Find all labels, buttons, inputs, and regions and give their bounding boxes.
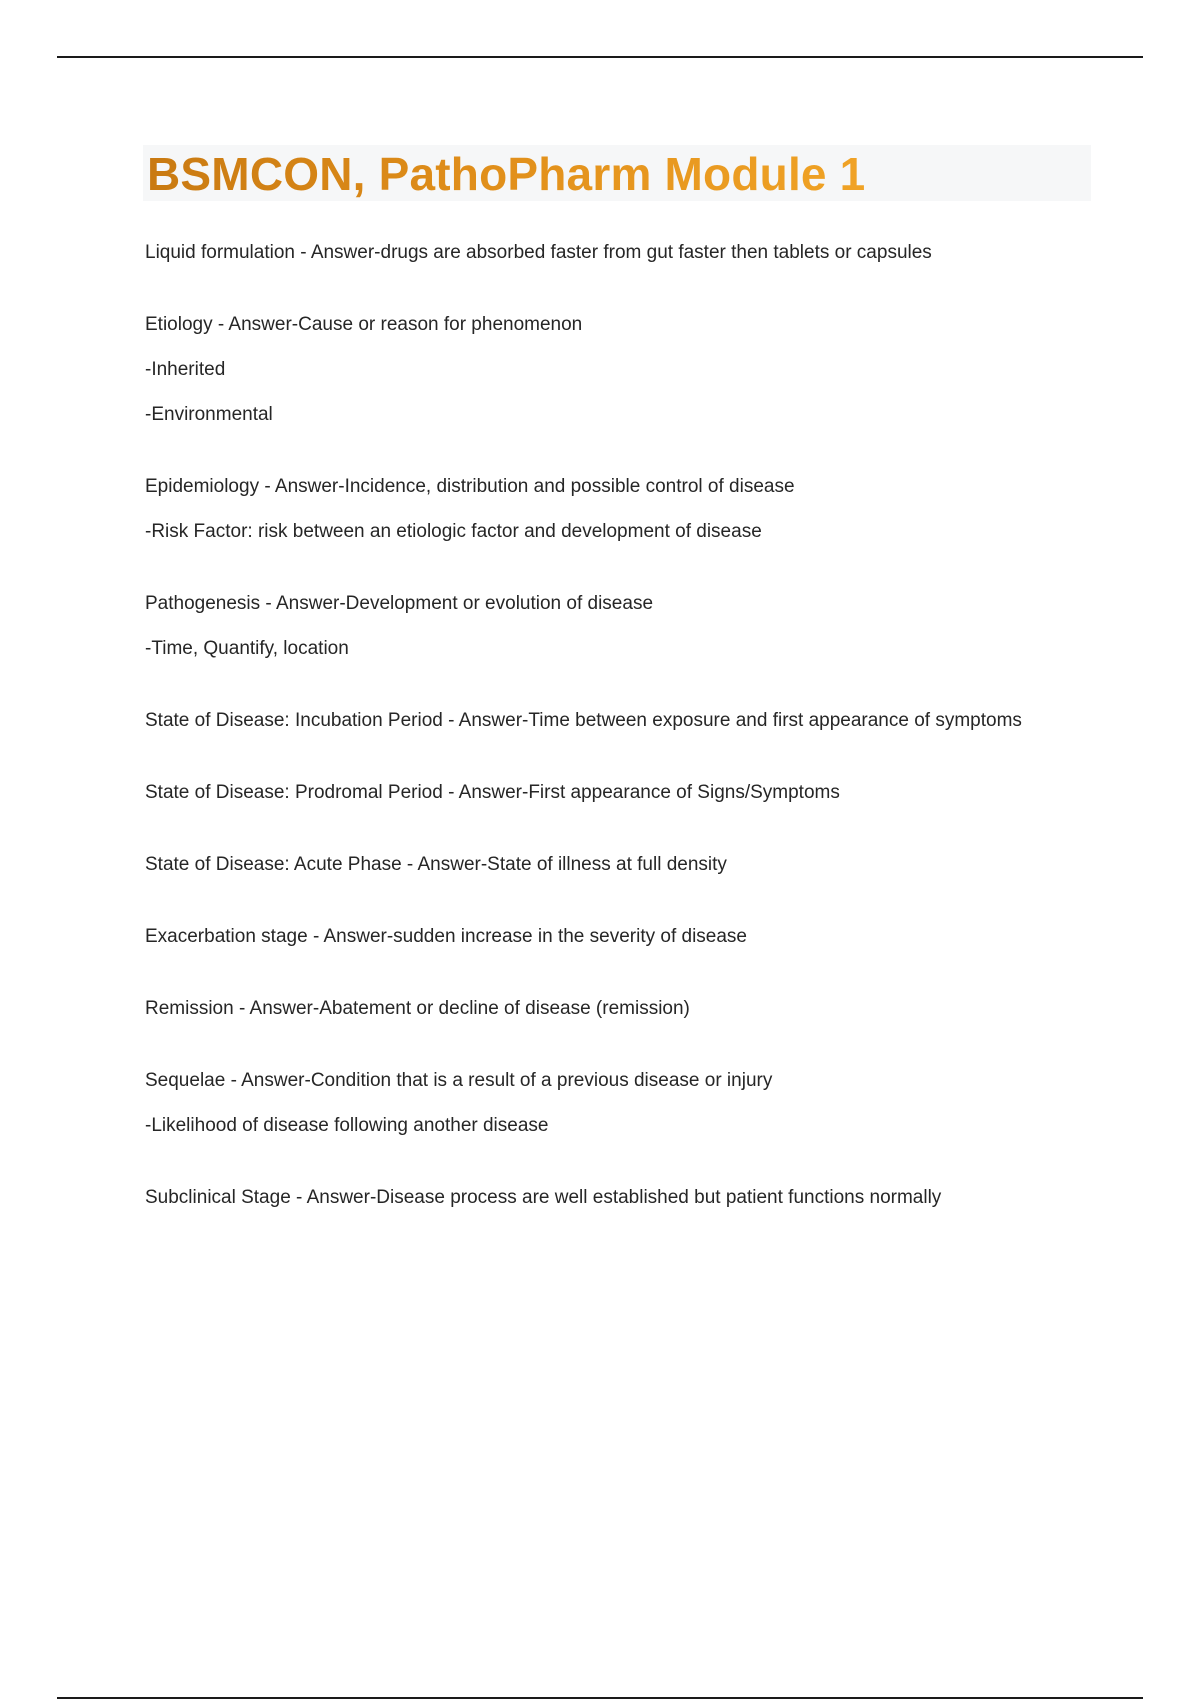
entry-line: -Likelihood of disease following another disease xyxy=(145,1115,549,1136)
entry-line: State of Disease: Acute Phase - Answer-State of illness at full density xyxy=(145,854,727,875)
entry-line: -Risk Factor: risk between an etiologic factor and development of disease xyxy=(145,521,762,542)
entry-subclinical-stage xyxy=(145,1185,1145,1211)
entry-liquid-formulation xyxy=(145,240,1145,266)
entry-line: Epidemiology - Answer-Incidence, distribution and possible control of disease xyxy=(145,476,795,497)
entry-acute-phase xyxy=(145,852,1145,878)
entry-line: Liquid formulation - Answer-drugs are absorbed faster from gut faster then tablets or capsules xyxy=(145,242,932,263)
entry-exacerbation-stage xyxy=(145,924,1145,950)
entry-etiology xyxy=(145,312,1145,428)
entry-line: Subclinical Stage - Answer-Disease process are well established but patient functions normally xyxy=(145,1187,942,1208)
top-divider xyxy=(57,56,1143,58)
entry-incubation-period xyxy=(145,708,1145,734)
entry-prodromal-period xyxy=(145,780,1145,806)
entry-line: Etiology - Answer-Cause or reason for phenomenon xyxy=(145,314,583,335)
entry-line: Exacerbation stage - Answer-sudden increase in the severity of disease xyxy=(145,926,747,947)
entry-epidemiology xyxy=(145,474,1145,545)
entry-line: -Environmental xyxy=(145,404,273,425)
document-body xyxy=(145,240,1145,1257)
entry-pathogenesis xyxy=(145,591,1145,662)
entry-line: State of Disease: Prodromal Period - Answer-First appearance of Signs/Symptoms xyxy=(145,782,840,803)
entry-line: Remission - Answer-Abatement or decline of disease (remission) xyxy=(145,998,690,1019)
entry-sequelae xyxy=(145,1068,1145,1139)
entry-line: Sequelae - Answer-Condition that is a result of a previous disease or injury xyxy=(145,1070,773,1091)
entry-line: State of Disease: Incubation Period - Answer-Time between exposure and first appearance of symptoms xyxy=(145,710,1022,731)
entry-remission xyxy=(145,996,1145,1022)
entry-line: Pathogenesis - Answer-Development or evolution of disease xyxy=(145,593,654,614)
entry-line: -Time, Quantify, location xyxy=(145,638,349,659)
entry-line: -Inherited xyxy=(145,359,226,380)
document-title: BSMCON, PathoPharm Module 1 xyxy=(147,148,866,200)
bottom-divider xyxy=(57,1697,1143,1699)
